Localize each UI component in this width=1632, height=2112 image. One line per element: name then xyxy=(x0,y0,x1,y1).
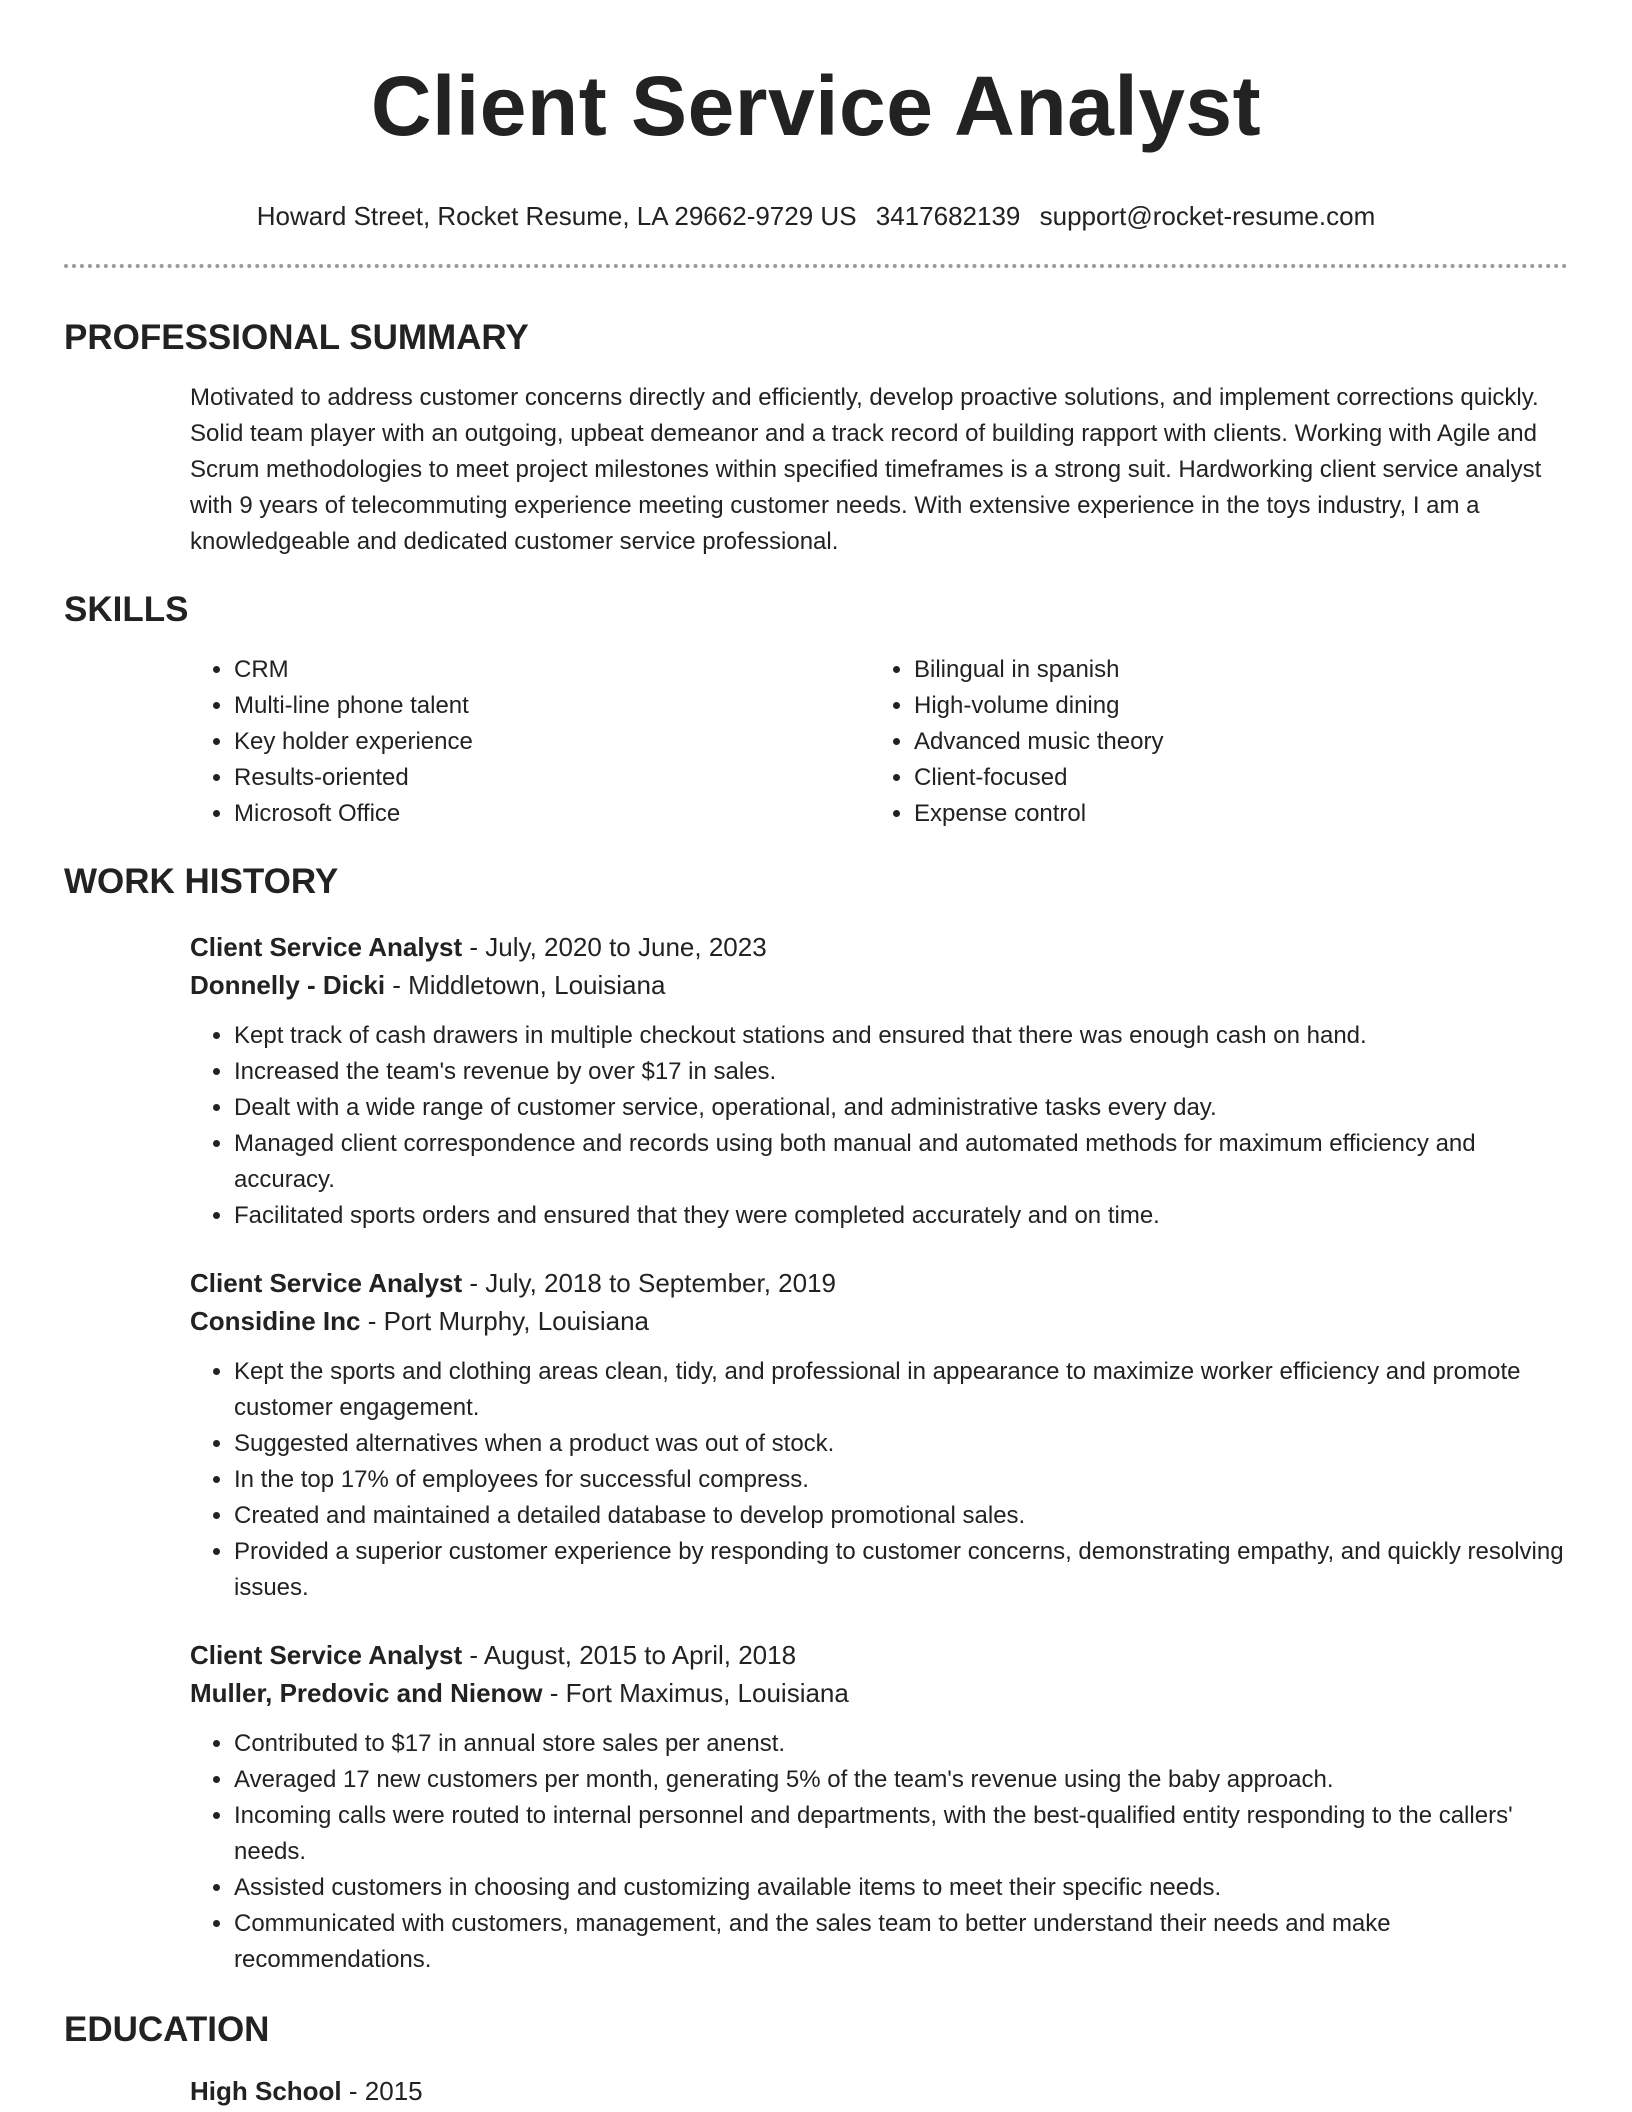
education-heading: EDUCATION xyxy=(64,2010,270,2049)
contact-email: support@rocket-resume.com xyxy=(1039,201,1376,231)
job-bullet: • Facilitated sports orders and ensured that they were completed accurately and on time. xyxy=(234,1198,1568,1234)
job-bullet: • Contributed to $17 in annual store sales per anenst. xyxy=(234,1726,1568,1762)
skill-item: • Bilingual in spanish xyxy=(914,652,1550,688)
job-title-line xyxy=(190,1636,1568,1674)
job-company-line xyxy=(190,966,1568,1004)
skill-item: • Expense control xyxy=(914,796,1550,832)
job-company-line xyxy=(190,1674,1568,1712)
skill-item: • CRM xyxy=(234,652,870,688)
skill-item: • Client-focused xyxy=(914,760,1550,796)
skill-item: • Microsoft Office xyxy=(234,796,870,832)
job-bullet: • Dealt with a wide range of customer service, operational, and administrative tasks every day. xyxy=(234,1090,1568,1126)
job-bullet: • Kept track of cash drawers in multiple checkout stations and ensured that there was enough cash on hand. xyxy=(234,1018,1568,1054)
job-role: Client Service Analyst xyxy=(190,1268,463,1298)
job-bullet: • Assisted customers in choosing and customizing available items to meet their specific needs. xyxy=(234,1870,1568,1906)
job-bullet: • Provided a superior customer experience by responding to customer concerns, demonstrating empathy, and quickly resolving issues. xyxy=(234,1534,1568,1606)
job-bullet: • Kept the sports and clothing areas clean, tidy, and professional in appearance to maximize worker efficiency and promote customer engagement. xyxy=(234,1354,1568,1426)
summary-text: Motivated to address customer concerns directly and efficiently, develop proactive solutions, and implement corrections quickly. Solid team player with an outgoing, upbeat demeanor and a track record of building rapport with clients. Working with Agile and Scrum methodologies to meet project milestones within specified timeframes is a strong suit. Hardworking client service analyst with 9 years of telecommuting experience meeting customer needs. With extensive experience in the toys industry, I am a knowledgeable and dedicated customer service professional. xyxy=(190,384,1542,555)
job-role: Client Service Analyst xyxy=(190,1640,463,1670)
summary-heading: PROFESSIONAL SUMMARY xyxy=(64,318,529,357)
contact-phone: 3417682139 xyxy=(875,201,1021,231)
job-company: Considine Inc xyxy=(190,1306,361,1336)
job-bullet: • Created and maintained a detailed database to develop promotional sales. xyxy=(234,1498,1568,1534)
contact-address: Howard Street, Rocket Resume, LA 29662-9729 US xyxy=(256,201,857,231)
education-degree: High School xyxy=(190,2076,342,2106)
skills-list xyxy=(190,652,1568,832)
job-bullet: • Incoming calls were routed to internal personnel and departments, with the best-qualified entity responding to the callers' needs. xyxy=(234,1798,1568,1870)
job-company-line xyxy=(190,1302,1568,1340)
job-bullet: • Increased the team's revenue by over $17 in sales. xyxy=(234,1054,1568,1090)
job-location: - Fort Maximus, Louisiana xyxy=(542,1678,849,1708)
education-year: - 2015 xyxy=(341,2076,423,2106)
job-dates: - July, 2020 to June, 2023 xyxy=(462,932,767,962)
job-entry xyxy=(190,928,1568,1234)
work-history-heading: WORK HISTORY xyxy=(64,862,339,901)
skills-heading: SKILLS xyxy=(64,590,189,629)
header-divider xyxy=(64,264,1568,268)
job-title-line xyxy=(190,1264,1568,1302)
job-company: Donnelly - Dicki xyxy=(190,970,386,1000)
job-company: Muller, Predovic and Nienow xyxy=(190,1678,543,1708)
resume-name: Client Service Analyst xyxy=(370,59,1262,153)
job-bullets xyxy=(190,1018,1568,1234)
skill-item: • High-volume dining xyxy=(914,688,1550,724)
skill-item: • Key holder experience xyxy=(234,724,870,760)
job-bullet: • Suggested alternatives when a product was out of stock. xyxy=(234,1426,1568,1462)
job-location: - Port Murphy, Louisiana xyxy=(360,1306,650,1336)
job-bullet: • In the top 17% of employees for successful compress. xyxy=(234,1462,1568,1498)
skill-item: • Multi-line phone talent xyxy=(234,688,870,724)
skills-column-right xyxy=(870,652,1550,832)
job-location: - Middletown, Louisiana xyxy=(385,970,666,1000)
job-title-line xyxy=(190,928,1568,966)
skill-item: • Results-oriented xyxy=(234,760,870,796)
job-bullet: • Communicated with customers, management, and the sales team to better understand their needs and make recommendations. xyxy=(234,1906,1568,1978)
skills-column-left xyxy=(190,652,870,832)
job-role: Client Service Analyst xyxy=(190,932,463,962)
skill-item: • Advanced music theory xyxy=(914,724,1550,760)
job-bullets xyxy=(190,1726,1568,1978)
job-bullet: • Averaged 17 new customers per month, generating 5% of the team's revenue using the baby approach. xyxy=(234,1762,1568,1798)
job-entry xyxy=(190,1264,1568,1606)
job-bullet: • Managed client correspondence and records using both manual and automated methods for maximum efficiency and accuracy. xyxy=(234,1126,1568,1198)
job-bullets xyxy=(190,1354,1568,1606)
education-entry xyxy=(190,2072,1568,2110)
contact-line xyxy=(64,198,1568,234)
job-dates: - July, 2018 to September, 2019 xyxy=(462,1268,837,1298)
job-entry xyxy=(190,1636,1568,1978)
job-dates: - August, 2015 to April, 2018 xyxy=(462,1640,797,1670)
